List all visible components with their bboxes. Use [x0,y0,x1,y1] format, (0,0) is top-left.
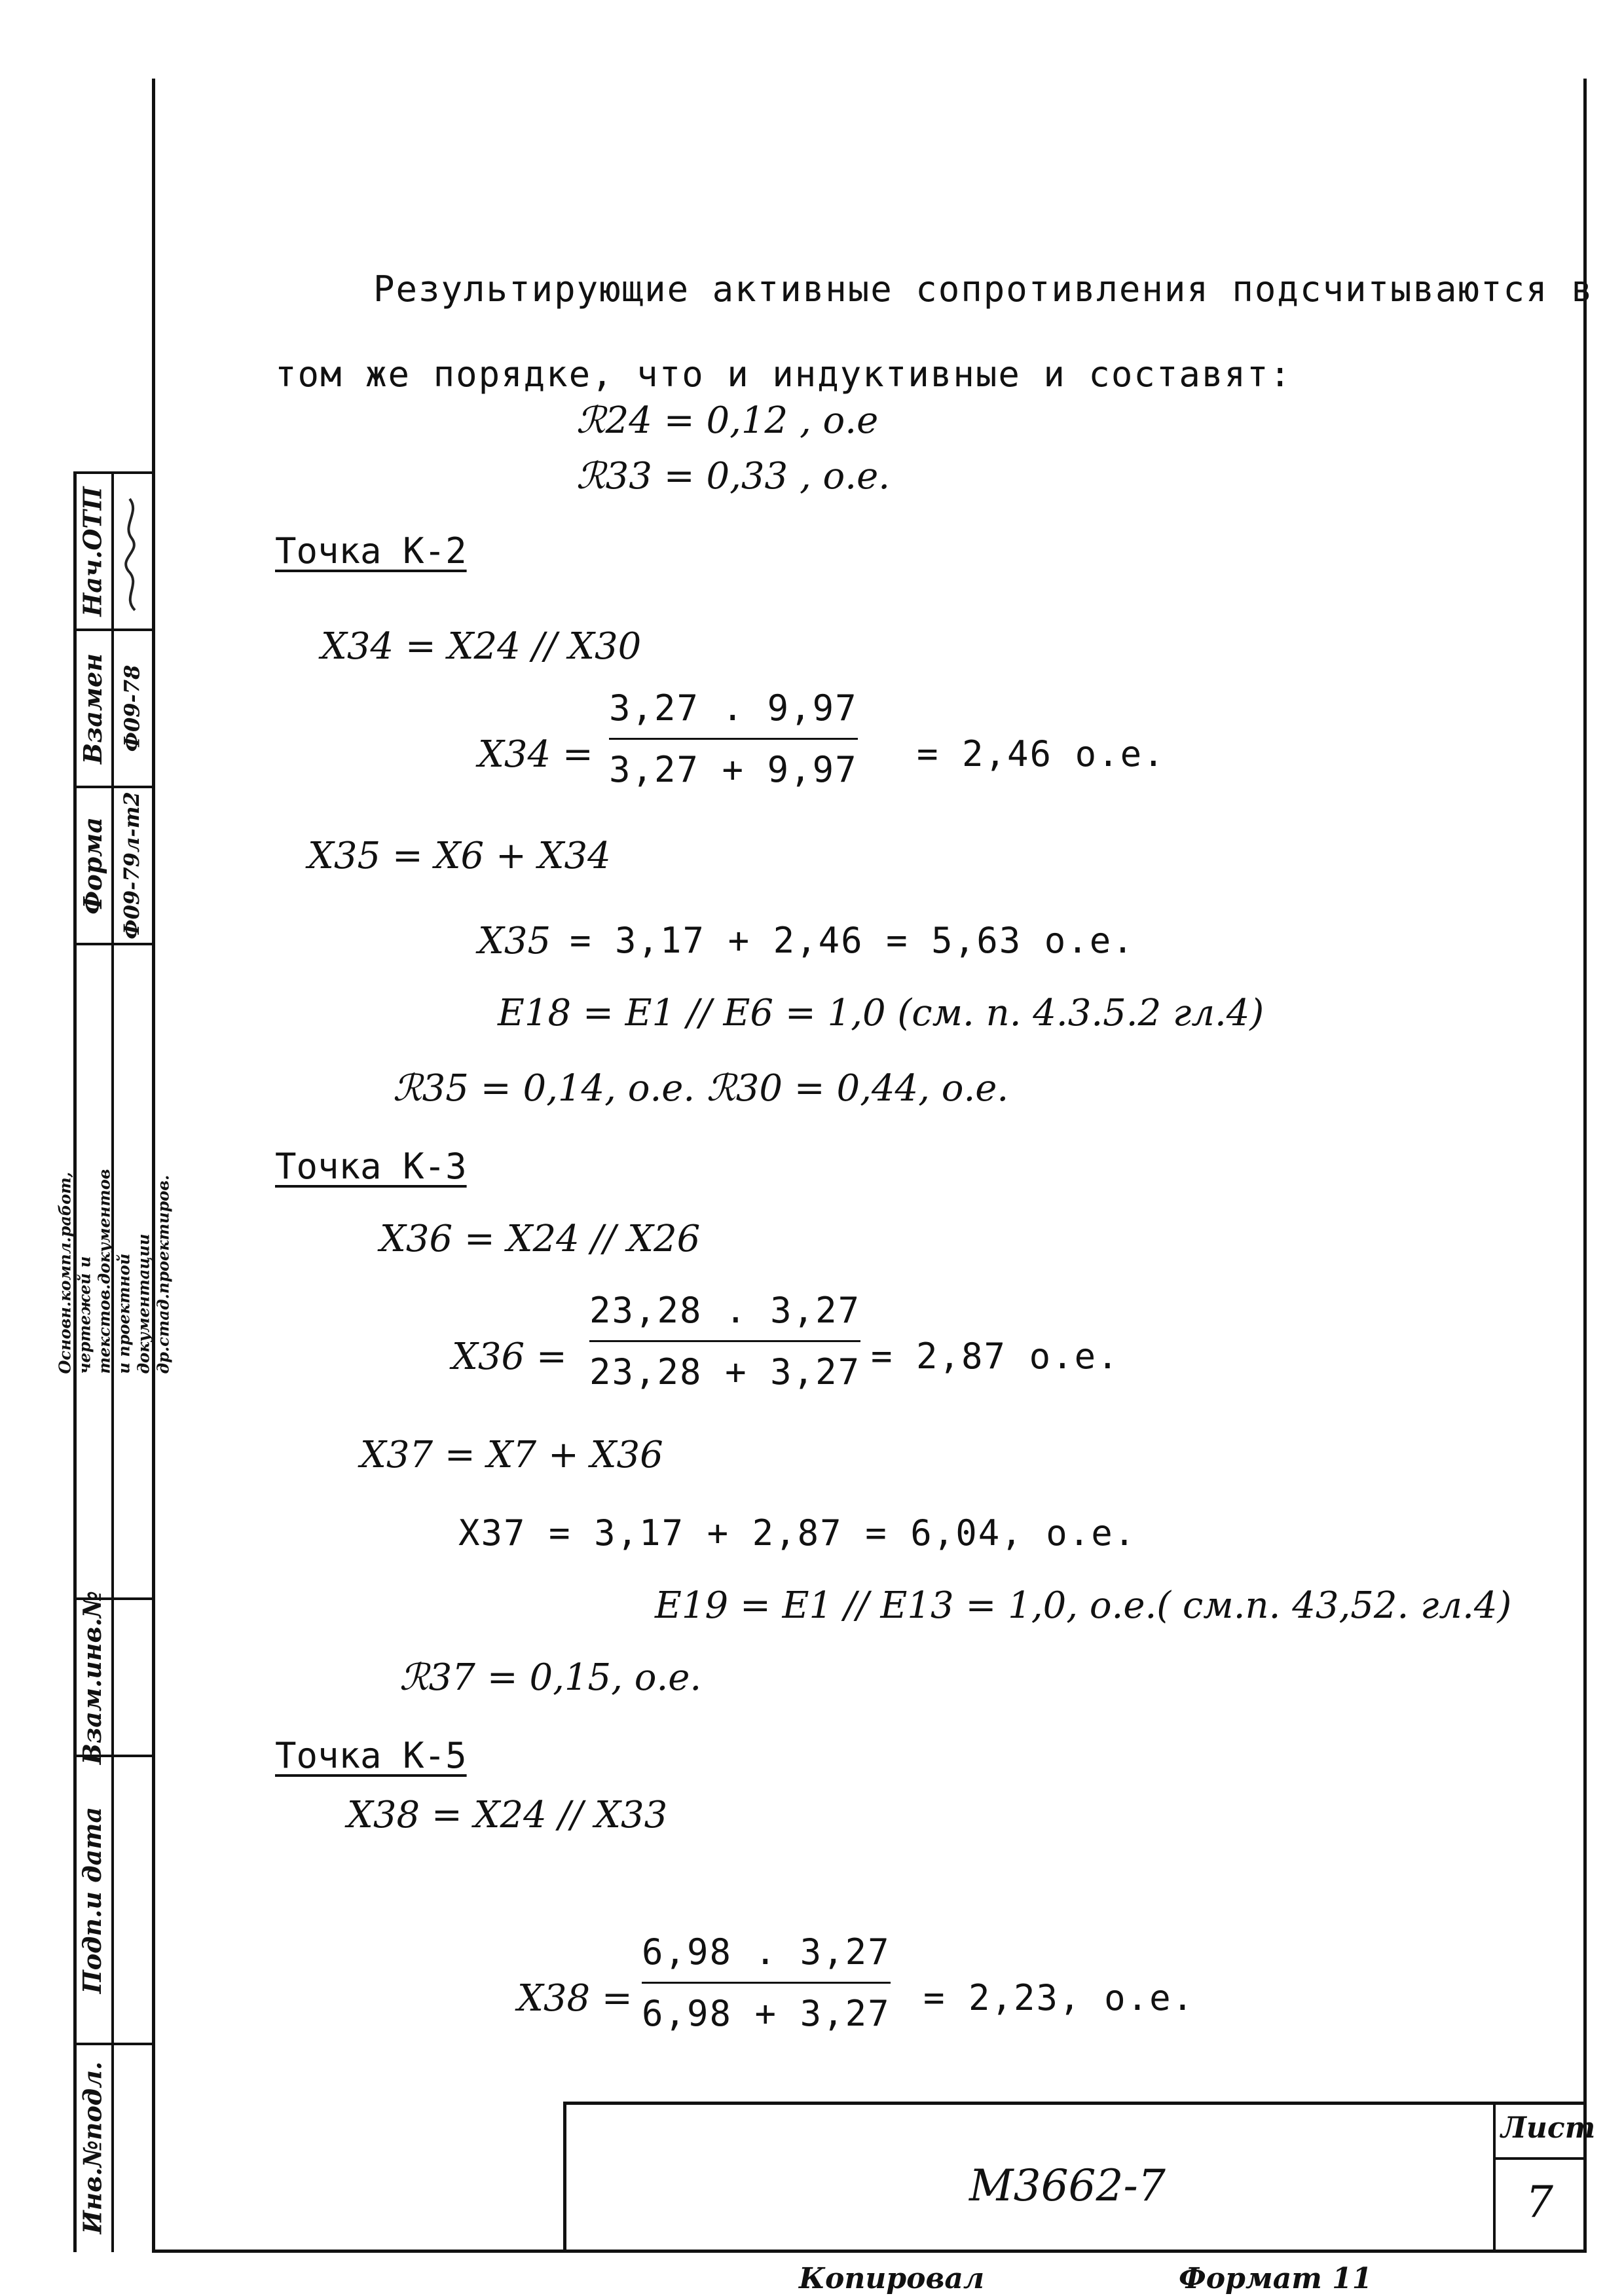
fraction-numerator: 23,28 . 3,27 [589,1290,861,1331]
k2-fraction [609,687,858,790]
signature-mark [111,474,152,629]
section-heading-k2: Точка К-2 [275,530,467,572]
result-r24: ℛ24 = 0,12 , о.е [576,399,879,442]
k5-frac-lhs: X38 = [517,1977,633,2020]
sidebar-cell-vzamen [73,631,111,786]
sheet-label: Лист [1501,2111,1596,2145]
sidebar-label: Нач.ОТП [77,486,107,617]
result-r33: ℛ33 = 0,33 , о.е. [576,455,891,498]
k3-fraction [589,1290,860,1393]
k3-eq-r37: ℛ37 = 0,15, о.е. [399,1656,702,1699]
sheet-number: 7 [1526,2177,1553,2227]
stamp-sheet-label-line [1493,2157,1587,2160]
sidebar-cell-podp-data [73,1757,111,2043]
k3-eq-x37: X37 = X7 + X36 [360,1434,663,1476]
k5-frac-result: = 2,23, о.е. [923,1977,1195,2018]
k3-frac-result: = 2,87 о.е. [871,1336,1120,1377]
footer-copied: Копировал [799,2262,985,2295]
k5-fraction [642,1931,891,2034]
sidebar-label: Форма [77,816,107,915]
k2-eq-e18: E18 = E1 // E6 = 1,0 (см. п. 4.3.5.2 гл.4) [498,992,1264,1034]
sidebar-cell-nach-otp [73,474,111,629]
fraction-bar [609,738,858,740]
k2-frac-lhs: X34 = [478,733,593,776]
k2-frac-result: = 2,46 о.е. [917,733,1166,774]
drawing-code: М3662-7 [969,2160,1166,2211]
sidebar-label: Подп.и дата [77,1806,107,1994]
footer-format: Формат 11 [1179,2262,1373,2295]
sidebar-cell-vzam-inv [73,1590,111,1764]
sidebar-value: Ф09-78 [119,665,145,752]
right-border-line [1583,79,1587,2252]
k2-eq-x35: X35 = X6 + X34 [308,835,611,877]
k3-eq3: X37 = 3,17 + 2,87 = 6,04, о.е. [458,1512,1137,1554]
k2-eq-r35: ℛ35 = 0,14, о.е. ℛ30 = 0,44, о.е. [393,1067,1009,1110]
sidebar-label: Инв.№подл. [77,2061,107,2234]
bottom-border-line [152,2250,1587,2253]
k3-frac-lhs: X36 = [452,1336,567,1378]
k2-eq3-rhs: = 3,17 + 2,46 = 5,63 о.е. [570,920,1135,961]
signature-icon [115,486,148,617]
k3-eq-x36: X36 = X24 // X26 [380,1218,701,1260]
stamp-left-line [563,2102,566,2252]
k2-eq-x34: X34 = X24 // X30 [321,625,642,668]
fraction-numerator: 6,98 . 3,27 [642,1931,891,1973]
sidebar-label: Основн.компл.работ, чертежей и текстов.документов и проектной документации др.стад.проектиров. [55,1169,173,1374]
stamp-top-line [563,2102,1587,2105]
sidebar-value: Ф09-79л-т2 [119,792,144,939]
intro-line-2: том же порядке, что и индуктивные и составят: [275,354,1292,395]
fraction-denominator: 3,27 + 9,97 [609,749,858,790]
sidebar-cell-forma-value [111,788,152,943]
sidebar-label: Взамен [77,653,107,764]
stamp-sheet-divider [1493,2102,1496,2252]
k2-eq3-lhs: X35 [478,920,551,962]
sidebar-cell-inv-podl [73,2045,111,2250]
section-heading-k3: Точка К-3 [275,1146,467,1187]
intro-line-1: Результирующие активные сопротивления подсчитываются в [373,268,1594,310]
fraction-numerator: 3,27 . 9,97 [609,687,858,729]
sidebar-cell-osnovn [55,945,173,1597]
fraction-bar [589,1340,860,1342]
sidebar-cell-forma [73,788,111,943]
fraction-denominator: 23,28 + 3,27 [589,1351,861,1393]
sidebar-label: Взам.инв.№ [77,1590,107,1764]
k3-eq-e19: E19 = E1 // E13 = 1,0, о.е.( см.п. 43,52. гл.4) [655,1584,1512,1627]
k5-eq-x38: X38 = X24 // X33 [347,1794,668,1836]
sidebar-cell-vzamen-value [111,631,152,786]
fraction-denominator: 6,98 + 3,27 [642,1993,891,2034]
fraction-bar [642,1982,891,1984]
section-heading-k5: Точка К-5 [275,1735,467,1776]
